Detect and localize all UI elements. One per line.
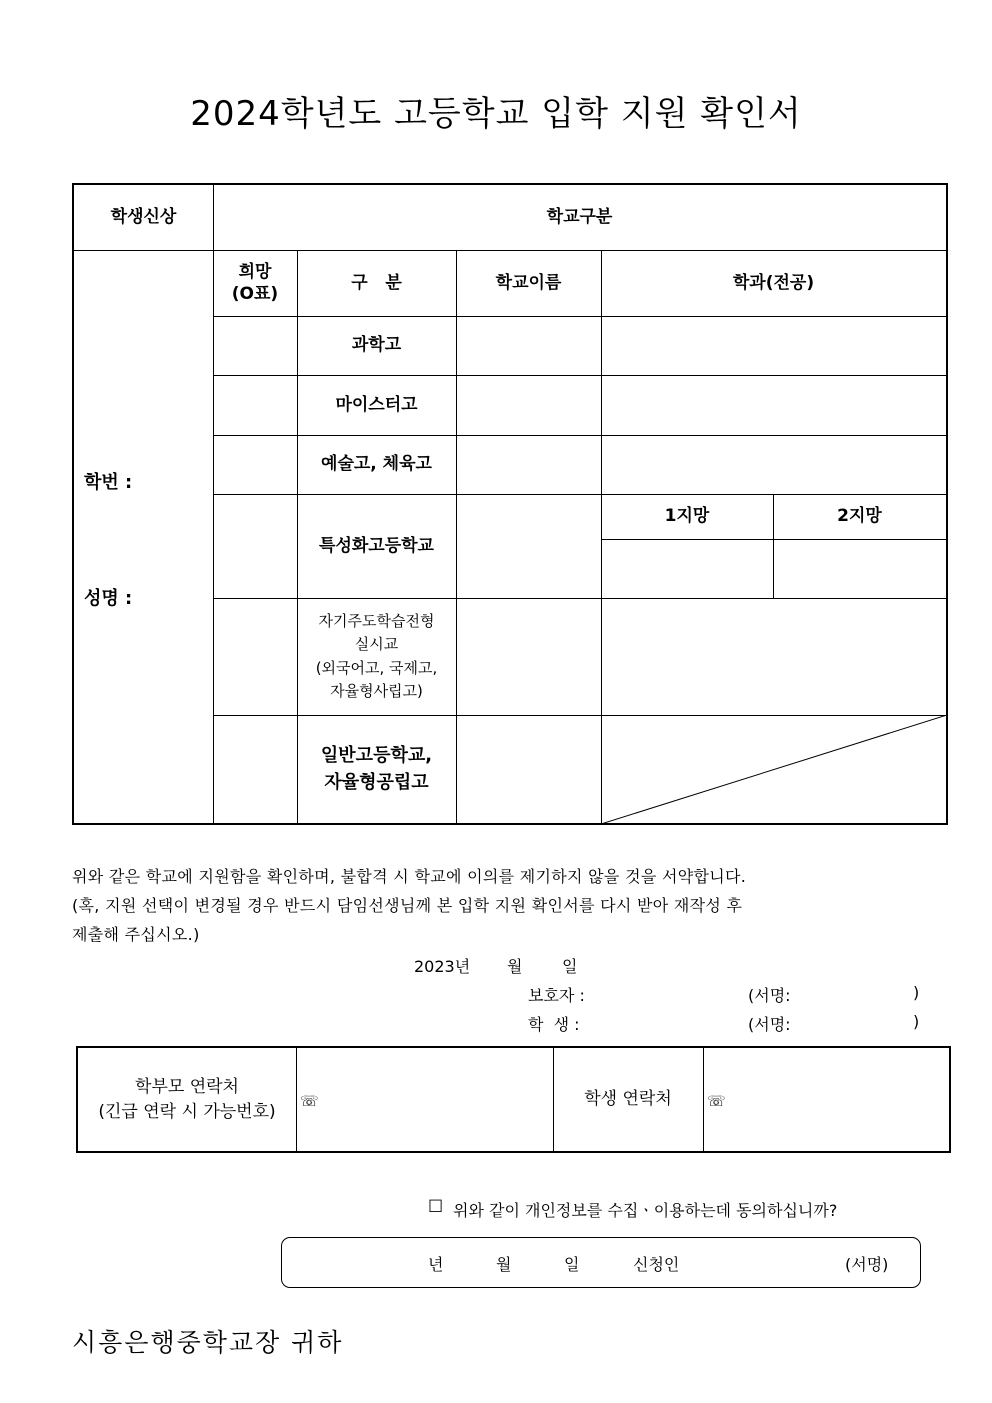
category-arts-sports-high: 예술고, 체육고 (321, 454, 432, 475)
category-self-directed (297, 598, 456, 715)
header-category: 구 분 (351, 272, 402, 293)
category-meister-high: 마이스터고 (335, 394, 418, 415)
header-school-name: 학교이름 (495, 272, 562, 293)
header-hope (213, 250, 297, 316)
contact-table (76, 1046, 951, 1153)
page-title: 2024학년도 고등학교 입학 지원 확인서 (190, 94, 802, 134)
header-major: 학과(전공) (732, 272, 815, 293)
diagonal-slash (601, 715, 947, 824)
first-choice-header: 1지망 (664, 506, 710, 527)
pledge-line: 제출해 주십시오.) (72, 925, 200, 944)
consent-day: 일 (564, 1255, 580, 1274)
consent-sign-label: (서명) (845, 1255, 889, 1274)
header-hope-line1: 희망 (238, 261, 272, 282)
second-choice-header: 2지망 (837, 506, 882, 527)
phone-icon: ☏ (707, 1092, 726, 1110)
student-name-label: 성명 : (84, 588, 133, 609)
date-day: 일 (562, 957, 578, 976)
addressee: 시흥은행중학교장 귀하 (72, 1328, 344, 1357)
consent-question: 위와 같이 개인정보를 수집ㆍ이용하는데 동의하십니까? (453, 1201, 838, 1220)
application-table (72, 183, 948, 825)
student-number-label: 학번 : (84, 472, 133, 493)
student-contact-label: 학생 연락처 (584, 1089, 672, 1110)
category-general-high (297, 715, 456, 823)
table-rule (703, 1048, 704, 1151)
consent-checkbox[interactable]: ☐ (428, 1197, 444, 1217)
guardian-sign-close: ) (913, 983, 920, 1002)
category-line: 자기주도학습전형 (318, 612, 435, 630)
category-science-high: 과학고 (351, 335, 402, 356)
parent-contact-line2: (긴급 연락 시 가능번호) (98, 1101, 276, 1122)
header-school-type: 학교구분 (546, 207, 613, 228)
pledge-line: 위와 같은 학교에 지원함을 확인하며, 불합격 시 학교에 이의를 제기하지 않을 것을 서약합니다. (72, 867, 747, 886)
consent-year: 년 (428, 1255, 444, 1274)
phone-icon: ☏ (300, 1092, 319, 1110)
student-label: 학 생 : (528, 1015, 580, 1034)
consent-applicant-label: 신청인 (633, 1255, 680, 1274)
parent-contact-label (78, 1048, 296, 1151)
consent-month: 월 (496, 1255, 512, 1274)
header-student-info: 학생신상 (110, 207, 177, 228)
header-hope-line2: (O표) (231, 284, 279, 304)
parent-contact-line1: 학부모 연락처 (135, 1076, 239, 1097)
pledge-line: (혹, 지원 선택이 변경될 경우 반드시 담임선생님께 본 입학 지원 확인서를 다시 받아 재작성 후 (72, 896, 743, 915)
table-rule (456, 250, 457, 823)
category-line: 실시교 (354, 635, 399, 654)
consent-signature-box (281, 1237, 921, 1288)
student-sign-label: (서명: (748, 1015, 791, 1034)
category-specialized-high: 특성화고등학교 (319, 535, 434, 556)
category-line: 자율형공립고 (324, 772, 429, 793)
date-month: 월 (507, 957, 523, 976)
date-year: 2023년 (414, 957, 471, 976)
category-line: 일반고등학교, (320, 745, 433, 766)
guardian-sign-label: (서명: (748, 986, 791, 1005)
guardian-label: 보호자 : (528, 986, 585, 1005)
category-line: (외국어고, 국제고, (315, 658, 438, 677)
student-sign-close: ) (913, 1012, 920, 1031)
category-line: 자율형사립고) (330, 681, 423, 700)
table-rule (296, 1048, 297, 1151)
